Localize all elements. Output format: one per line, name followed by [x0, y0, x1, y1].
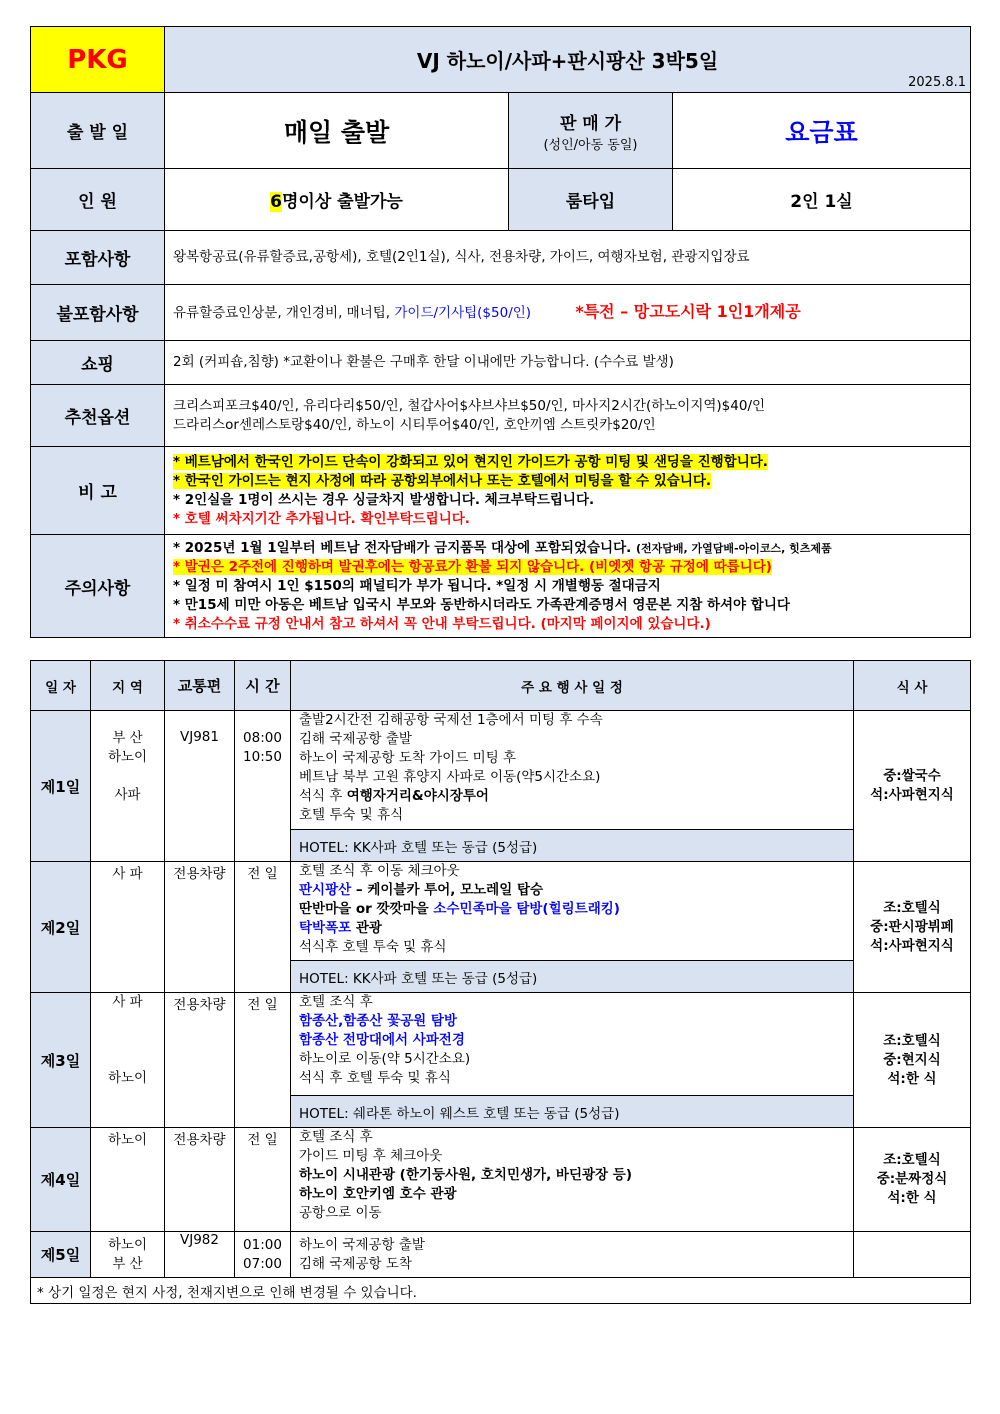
- price-label-cell: [509, 93, 673, 169]
- meal-line: 중:분짜정식: [876, 1171, 948, 1187]
- itinerary-line: 석식 후: [299, 788, 347, 804]
- day-label: 제1일: [31, 711, 91, 862]
- meal-line: 중:현지식: [883, 1051, 941, 1068]
- day-itinerary: [291, 862, 854, 961]
- day-meal: [854, 711, 971, 862]
- caution-line: * 발권은 2주전에 진행하며 발권후에는 항공료가 환불 되지 않습니다. (비엣젯 항공 규정에 따릅니다): [173, 558, 772, 575]
- meal-line: 중:판시팡뷔페: [870, 918, 954, 935]
- hotel-info: HOTEL: KK사파 호텔 또는 동급 (5성급): [291, 830, 854, 862]
- room-value: 2인 1실: [673, 169, 971, 231]
- people-cell: [165, 169, 509, 231]
- itinerary-line: 하노이로 이동(약 5시간소요): [299, 1051, 471, 1067]
- day-time: [235, 711, 291, 862]
- option-line: 크리스피포크$40/인, 유리다리$50/인, 철갑사어$샤브샤브$50/인, 마사지2시간(하노이지역)$40/인: [173, 397, 766, 414]
- day-time: 전 일: [235, 862, 291, 993]
- day-meal: [854, 1128, 971, 1232]
- itinerary-line: 하노이 국제공항 출발: [299, 1236, 425, 1253]
- price-value: 요금표: [673, 93, 971, 169]
- time-value: 10:50: [243, 749, 282, 765]
- meal-line: 석:한 식: [887, 1070, 937, 1087]
- time-value: 08:00: [243, 730, 282, 746]
- time-value: 01:00: [243, 1236, 282, 1253]
- exclude-label: 불포함사항: [31, 285, 165, 341]
- region-name: 사파: [114, 787, 141, 803]
- shopping-value: 2회 (커피숍,침향) *교환이나 환불은 구매후 한달 이내에만 가능합니다. (수수료 발생): [165, 341, 971, 385]
- price-label: 판 매 가: [559, 113, 622, 134]
- itinerary-line: 관광: [351, 920, 382, 936]
- people-label: 인 원: [31, 169, 165, 231]
- itinerary-highlight: 여행자거리&야시장투어: [346, 788, 489, 804]
- itinerary-line: – 케이블카 투어, 모노레일 탑승: [351, 882, 544, 898]
- caution-line: * 취소수수료 규정 안내서 참고 하셔서 꼭 안내 부탁드립니다. (마지막 페이지에 있습니다.): [173, 615, 711, 632]
- itinerary-highlight: 판시팡산: [299, 882, 352, 898]
- remark-label: 비 고: [31, 447, 165, 535]
- day-transport: 전용차량: [165, 993, 235, 1128]
- itinerary-line: 김해 국제공항 출발: [299, 731, 412, 747]
- pkg-badge-text: PKG: [67, 44, 128, 75]
- people-num: 6: [270, 192, 282, 212]
- meal-line: 조:호텔식: [883, 899, 941, 916]
- meal-line: 석:한 식: [887, 1190, 937, 1206]
- option-label: 추천옵션: [31, 385, 165, 447]
- meal-line: 석:사파현지식: [870, 787, 954, 803]
- time-value: 07:00: [243, 1255, 282, 1272]
- schedule-table: [30, 660, 971, 1304]
- itinerary-line: 하노이 국제공항 도착 가이드 미팅 후: [299, 750, 517, 766]
- price-sub: (성인/아동 동일): [543, 137, 638, 153]
- day-itinerary: [291, 1128, 854, 1232]
- remark-cell: [165, 447, 971, 535]
- itinerary-line: 공항으로 이동: [299, 1205, 382, 1221]
- day-transport: 전용차량: [165, 862, 235, 993]
- itinerary-line: 호텔 투숙 및 휴식: [299, 807, 404, 823]
- itinerary-highlight: 탁박폭포: [299, 920, 352, 936]
- option-cell: [165, 385, 971, 447]
- day-itinerary: [291, 993, 854, 1096]
- departure-label: 출 발 일: [31, 93, 165, 169]
- region-name: 부 산: [112, 730, 143, 746]
- itinerary-line: 호텔 조식 후: [299, 994, 373, 1010]
- itinerary-line: 석식 후 호텔 투숙 및 휴식: [299, 1070, 451, 1086]
- hotel-info: HOTEL: KK사파 호텔 또는 동급 (5성급): [291, 961, 854, 993]
- day-transport: VJ982: [165, 1232, 235, 1278]
- itinerary-highlight: 함종산 전망대에서 사파전경: [299, 1032, 465, 1048]
- exclude-tip: 가이드/기사팁($50/인): [394, 305, 532, 321]
- document-date: 2025.8.1: [908, 75, 967, 90]
- remark-line: * 2인실을 1명이 쓰시는 경우 싱글차지 발생합니다. 체크부탁드립니다.: [173, 491, 595, 508]
- day-label: 제5일: [31, 1232, 91, 1278]
- col-itinerary: 주 요 행 사 일 정: [291, 661, 854, 711]
- col-time: 시 간: [235, 661, 291, 711]
- departure-value: 매일 출발: [165, 93, 509, 169]
- day-label: 제3일: [31, 993, 91, 1128]
- itinerary-highlight: 하노이 호안키엠 호수 관광: [299, 1186, 457, 1202]
- option-line: 드라리스or센레스토랑$40/인, 하노이 시티투어$40/인, 호안끼엠 스트릿카$20/인: [173, 416, 656, 433]
- day-region: [91, 1232, 165, 1278]
- meal-line: 조:호텔식: [883, 1152, 941, 1168]
- remark-line: * 베트남에서 한국인 가이드 단속이 강화되고 있어 현지인 가이드가 공항 미팅 및 샌딩을 진행합니다.: [173, 453, 768, 470]
- include-value: 왕복항공료(유류할증료,공항세), 호텔(2인1실), 식사, 전용차량, 가이드, 여행자보험, 관광지입장료: [165, 231, 971, 285]
- day-itinerary: [291, 1232, 854, 1278]
- day-meal: [854, 993, 971, 1128]
- exclude-value: 유류할증료인상분, 개인경비, 매너팁,: [173, 305, 395, 321]
- day-time: 전 일: [235, 993, 291, 1128]
- meal-line: 조:호텔식: [883, 1032, 941, 1049]
- caution-line-small: (전자담배, 가열담배-아이코스, 힛츠제품: [635, 541, 832, 555]
- region-name: 하노이: [107, 1070, 148, 1086]
- day-label: 제4일: [31, 1128, 91, 1232]
- day-itinerary: [291, 711, 854, 830]
- day-transport: VJ981: [165, 711, 235, 862]
- remark-line: * 호텔 써차지기간 추가됩니다. 확인부탁드립니다.: [173, 510, 470, 527]
- day-meal: [854, 1232, 971, 1278]
- col-transport: 교통편: [165, 661, 235, 711]
- caution-label: 주의사항: [31, 535, 165, 638]
- itinerary-line: 가이드 미팅 후 체크아웃: [299, 1148, 443, 1164]
- caution-cell: [165, 535, 971, 638]
- region-name: 하노이: [91, 1128, 165, 1232]
- itinerary-line: 출발2시간전 김해공항 국제선 1층에서 미팅 후 수속: [299, 712, 603, 728]
- product-title: VJ 하노이/사파+판시팡산 3박5일: [416, 49, 719, 73]
- meal-line: 석:사파현지식: [870, 937, 954, 954]
- day-time: 전 일: [235, 1128, 291, 1232]
- day-label: 제2일: [31, 862, 91, 993]
- itinerary-line: 호텔 조식 후 이동 체크아웃: [299, 863, 460, 879]
- day-region: [91, 993, 165, 1128]
- itinerary-highlight: 소수민족마을 탐방(힐링트래킹): [433, 901, 620, 917]
- region-name: 사 파: [91, 862, 165, 993]
- col-meal: 식 사: [854, 661, 971, 711]
- room-label: 룸타입: [509, 169, 673, 231]
- meal-line: 중:쌀국수: [883, 768, 941, 784]
- product-title-cell: [165, 27, 971, 93]
- col-day: 일 자: [31, 661, 91, 711]
- itinerary-line: 호텔 조식 후: [299, 1129, 373, 1145]
- caution-line: * 만15세 미만 아동은 베트남 입국시 부모와 동반하시더라도 가족관계증명서 영문본 지참 하셔야 합니다: [173, 596, 790, 613]
- hotel-info: HOTEL: 쉐라톤 하노이 웨스트 호텔 또는 동급 (5성급): [291, 1096, 854, 1128]
- itinerary-line: 석식후 호텔 투숙 및 휴식: [299, 939, 447, 955]
- info-table: [30, 26, 971, 638]
- day-meal: [854, 862, 971, 993]
- caution-line: * 일정 미 참여시 1인 $150의 패널티가 부가 됩니다. *일정 시 개별행동 절대금지: [173, 577, 661, 594]
- exclude-cell: [165, 285, 971, 341]
- shopping-label: 쇼핑: [31, 341, 165, 385]
- remark-line: * 한국인 가이드는 현지 사정에 따라 공항외부에서나 또는 호텔에서 미팅을 할 수 있습니다.: [173, 472, 712, 489]
- schedule-footnote: * 상기 일정은 현지 사정, 천재지변으로 인해 변경될 수 있습니다.: [31, 1278, 971, 1304]
- col-region: 지 역: [91, 661, 165, 711]
- itinerary-highlight: 함종산,함종산 꽃공원 탐방: [299, 1013, 457, 1029]
- itinerary-line: 딴반마을 or 깟깟마을: [299, 901, 434, 917]
- region-name: 부 산: [112, 1255, 143, 1272]
- day-time: [235, 1232, 291, 1278]
- day-region: [91, 711, 165, 862]
- region-name: 하노이: [107, 1236, 148, 1253]
- caution-line: * 2025년 1월 1일부터 베트남 전자담배가 금지품목 대상에 포함되었습니다.: [173, 539, 636, 556]
- exclude-special: *특전 – 망고도시락 1인1개제공: [575, 302, 801, 321]
- itinerary-highlight: 하노이 시내관광 (한기둥사원, 호치민생가, 바딘광장 등): [299, 1167, 632, 1183]
- include-label: 포함사항: [31, 231, 165, 285]
- people-value: 명이상 출발가능: [281, 192, 403, 212]
- region-name: 사 파: [112, 994, 143, 1010]
- day-transport: 전용차량: [165, 1128, 235, 1232]
- region-name: 하노이: [107, 749, 148, 765]
- pkg-badge: [31, 27, 165, 93]
- itinerary-line: 김해 국제공항 도착: [299, 1255, 412, 1272]
- itinerary-line: 베트남 북부 고원 휴양지 사파로 이동(약5시간소요): [299, 769, 601, 785]
